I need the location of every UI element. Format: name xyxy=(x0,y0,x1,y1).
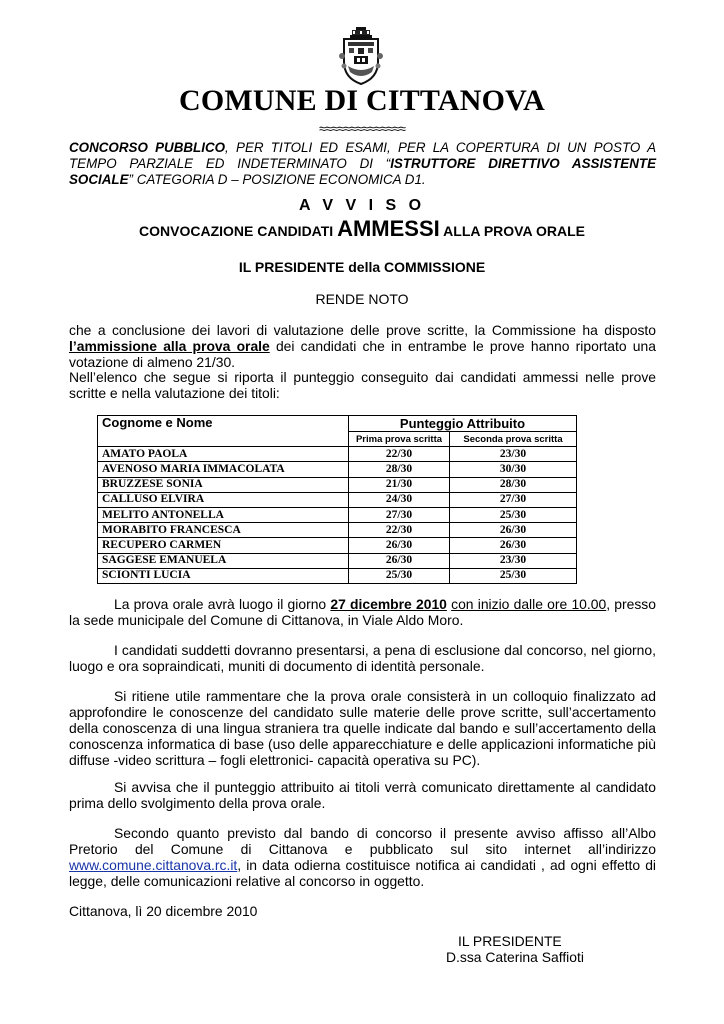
table-row xyxy=(98,523,577,538)
candidate-name: RECUPERO CARMEN xyxy=(98,538,349,553)
candidate-name: SCIONTI LUCIA xyxy=(98,568,349,583)
concorso-text-2: ” CATEGORIA D – POSIZIONE ECONOMICA D1. xyxy=(128,172,426,187)
p3-exam-date: 27 dicembre 2010 xyxy=(330,596,447,612)
table-row xyxy=(98,447,577,462)
table-row xyxy=(98,538,577,553)
p1-text-a: che a conclusione dei lavori di valutazione delle prove scritte, la Commissione ha disposto xyxy=(69,322,656,338)
table-row xyxy=(98,507,577,522)
prima-prova-score: 25/30 xyxy=(349,568,450,583)
candidate-name: CALLUSO ELVIRA xyxy=(98,492,349,507)
rende-noto: RENDE NOTO xyxy=(315,291,409,307)
p3-exam-time: con inizio dalle ore 10.00 xyxy=(451,596,607,612)
p1-ammissione-highlight: l’ammissione alla prova orale xyxy=(69,338,270,354)
prima-prova-score: 26/30 xyxy=(349,538,450,553)
table-row xyxy=(98,492,577,507)
seconda-prova-score: 23/30 xyxy=(450,553,577,568)
candidate-name: AMATO PAOLA xyxy=(98,447,349,462)
candidate-name: AVENOSO MARIA IMMACOLATA xyxy=(98,462,349,477)
prima-prova-score: 24/30 xyxy=(349,492,450,507)
table-row xyxy=(98,477,577,492)
column-header-score: Punteggio Attribuito xyxy=(349,416,577,432)
paragraph-elenco: Nell’elenco che segue si riporta il punteggio conseguito dai candidati ammessi nelle prove scritte e nella valutazione dei titoli: xyxy=(69,369,656,401)
seconda-prova-score: 26/30 xyxy=(450,538,577,553)
paragraph-albo-pretorio xyxy=(69,825,656,889)
signer-title: IL PRESIDENTE xyxy=(458,933,562,949)
title-separator: ≈≈≈≈≈≈≈≈≈≈≈≈≈≈ xyxy=(319,121,405,136)
p1-text-c: dei candidati che in entrambe le prove hanno riportato una votazione di almeno 21/30. xyxy=(69,338,656,370)
scores-table-body xyxy=(98,447,577,584)
concorso-lead: CONCORSO PUBBLICO xyxy=(69,140,226,155)
coat-of-arms-icon xyxy=(336,26,386,86)
convocazione-ammessi: AMMESSI xyxy=(337,216,440,241)
prima-prova-score: 22/30 xyxy=(349,447,450,462)
prima-prova-score: 27/30 xyxy=(349,507,450,522)
presidente-commissione-heading: IL PRESIDENTE della COMMISSIONE xyxy=(238,259,486,275)
seconda-prova-score: 27/30 xyxy=(450,492,577,507)
paragraph-colloquio: Si ritiene utile rammentare che la prova orale consisterà in un colloquio finalizzato ad approfondire le conoscenze del candidato sulle materie delle prove scritte, sull’accertamento della conoscenza di una lingua straniera tra quelle indicate dal bando e sull’accertamento della conoscenza informatica di base (uso delle apparecchiature e delle applicazioni informatiche più diffuse -video scrittura – fogli elettronici- capacità operativa su PC). xyxy=(69,688,656,768)
seconda-prova-score: 25/30 xyxy=(450,568,577,583)
paragraph-ammissione xyxy=(69,322,656,370)
signer-name: D.ssa Caterina Saffioti xyxy=(446,949,584,965)
concorso-description xyxy=(69,140,656,188)
subheader-seconda-prova: Seconda prova scritta xyxy=(450,432,577,447)
paragraph-presentazione: I candidati suddetti dovranno presentarsi, a pena di esclusione dal concorso, nel giorno, luogo e ora sopraindicati, muniti di documento di identità personale. xyxy=(69,642,656,674)
p3-text-c: , presso la sede municipale del Comune di Cittanova, in Viale Aldo Moro. xyxy=(69,596,656,628)
table-row xyxy=(98,462,577,477)
candidate-name: MELITO ANTONELLA xyxy=(98,507,349,522)
table-row xyxy=(98,553,577,568)
candidate-name: BRUZZESE SONIA xyxy=(98,477,349,492)
convocazione-pre: CONVOCAZIONE CANDIDATI xyxy=(139,223,338,239)
seconda-prova-score: 28/30 xyxy=(450,477,577,492)
candidate-name: SAGGESE EMANUELA xyxy=(98,553,349,568)
table-row xyxy=(98,568,577,583)
seconda-prova-score: 25/30 xyxy=(450,507,577,522)
p7-text-b: , in data odierna costituisce notifica ai candidati , ad ogni effetto di legge, delle comunicazioni relative al concorso in oggetto. xyxy=(69,857,656,889)
seconda-prova-score: 30/30 xyxy=(450,462,577,477)
scores-table xyxy=(97,415,577,584)
paragraph-punteggio-titoli: Si avvisa che il punteggio attribuito ai titoli verrà comunicato direttamente al candidato prima dello svolgimento della prova orale. xyxy=(69,779,656,811)
seconda-prova-score: 26/30 xyxy=(450,523,577,538)
concorso-role: ISTRUTTORE DIRETTIVO ASSISTENTE SOCIALE xyxy=(69,156,656,187)
seconda-prova-score: 23/30 xyxy=(450,447,577,462)
website-link[interactable]: www.comune.cittanova.rc.it xyxy=(69,857,238,873)
concorso-text-1: , PER TITOLI ED ESAMI, PER LA COPERTURA DI UN POSTO A TEMPO PARZIALE ED INDETERMINATO DI “ xyxy=(69,140,656,171)
prima-prova-score: 28/30 xyxy=(349,462,450,477)
p7-text-a: Secondo quanto previsto dal bando di concorso il presente avviso affisso all’Albo Pretorio del Comune di Cittanova e pubblicato sul sito internet all’indirizzo xyxy=(69,825,656,857)
column-header-name: Cognome e Nome xyxy=(98,416,349,447)
avviso-heading: A V V I S O xyxy=(298,197,426,214)
prima-prova-score: 26/30 xyxy=(349,553,450,568)
paragraph-prova-orale xyxy=(69,596,656,628)
prima-prova-score: 21/30 xyxy=(349,477,450,492)
candidate-name: MORABITO FRANCESCA xyxy=(98,523,349,538)
p3-text-a: La prova orale avrà luogo il giorno xyxy=(114,596,331,612)
convocazione-heading xyxy=(0,216,724,242)
convocazione-post: ALLA PROVA ORALE xyxy=(439,223,585,239)
prima-prova-score: 22/30 xyxy=(349,523,450,538)
page-title: COMUNE DI CITTANOVA xyxy=(178,84,546,117)
document-date: Cittanova, lì 20 dicembre 2010 xyxy=(69,903,258,919)
subheader-prima-prova: Prima prova scritta xyxy=(349,432,450,447)
